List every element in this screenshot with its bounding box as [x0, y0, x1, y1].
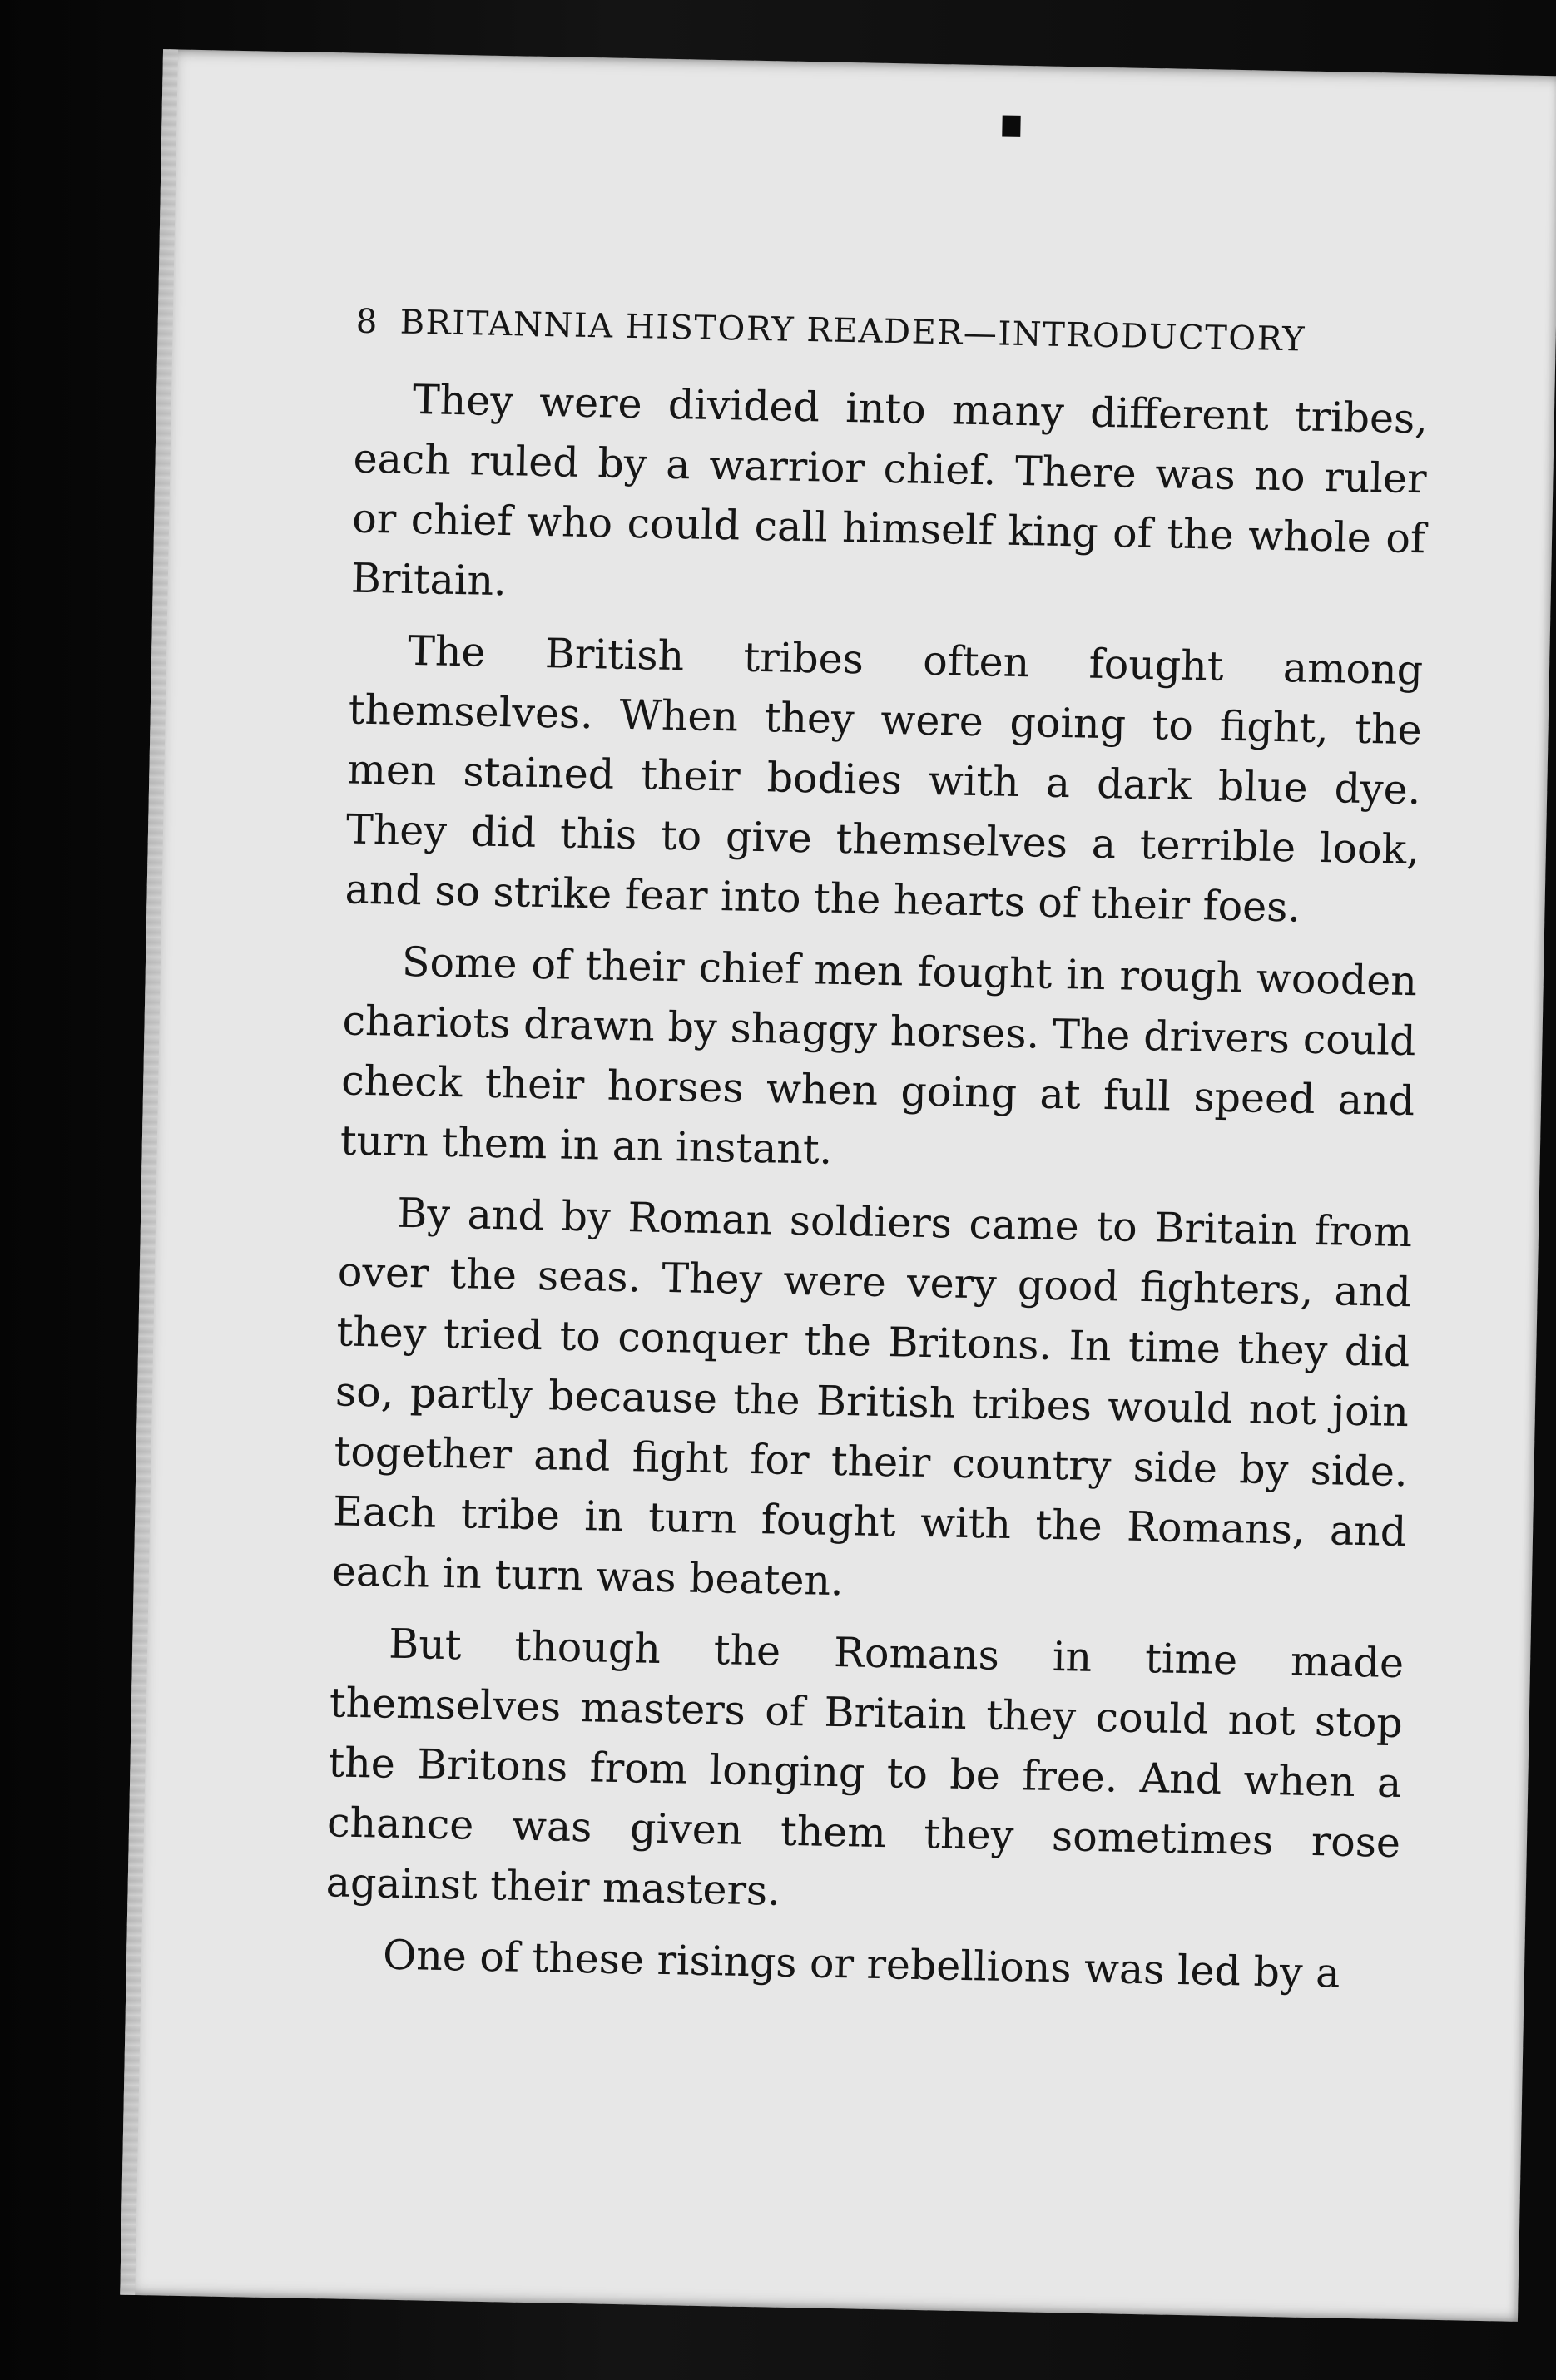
paragraph: They were divided into many different tribes, each ruled by a warrior chief. There was no ruler or chief who could call himself king of the whole of Britain.: [350, 375, 1429, 606]
running-title: BRITANNIA HISTORY READER—INTRODUCTORY: [399, 303, 1306, 359]
book-page: [120, 49, 1556, 2322]
paragraph: But though the Romans in time made themselves masters of Britain they could not stop the Britons from longing to be free. And when a chance was given them they sometimes rose against their masters.: [325, 1620, 1405, 1915]
paragraph: The British tribes often fought among themselves. When they were going to fight, the men stained their bodies with a dark blue dye. They did this to give themselves a terrible look, and so strike fear into the hearts of their foes.: [344, 626, 1424, 932]
running-head: [355, 303, 1430, 362]
page-number: 8: [355, 302, 379, 342]
paragraph-last: One of these risings or rebellions was led by a: [382, 1931, 1340, 1997]
page-text-block: [324, 303, 1430, 2016]
scan-artifact: [1002, 116, 1020, 137]
paragraph: By and by Roman soldiers came to Britain from over the seas. They were very good fighters, and they tried to conquer the Britons. In time they did so, partly because the British tribes would not join together and fight for their country side by side. Each tribe in turn fought with the Romans, and each in turn was beaten.: [331, 1189, 1413, 1606]
paragraph: Some of their chief men fought in rough wooden chariots drawn by shaggy horses. The drivers could check their horses when going at full speed and turn them in an instant.: [339, 938, 1418, 1174]
